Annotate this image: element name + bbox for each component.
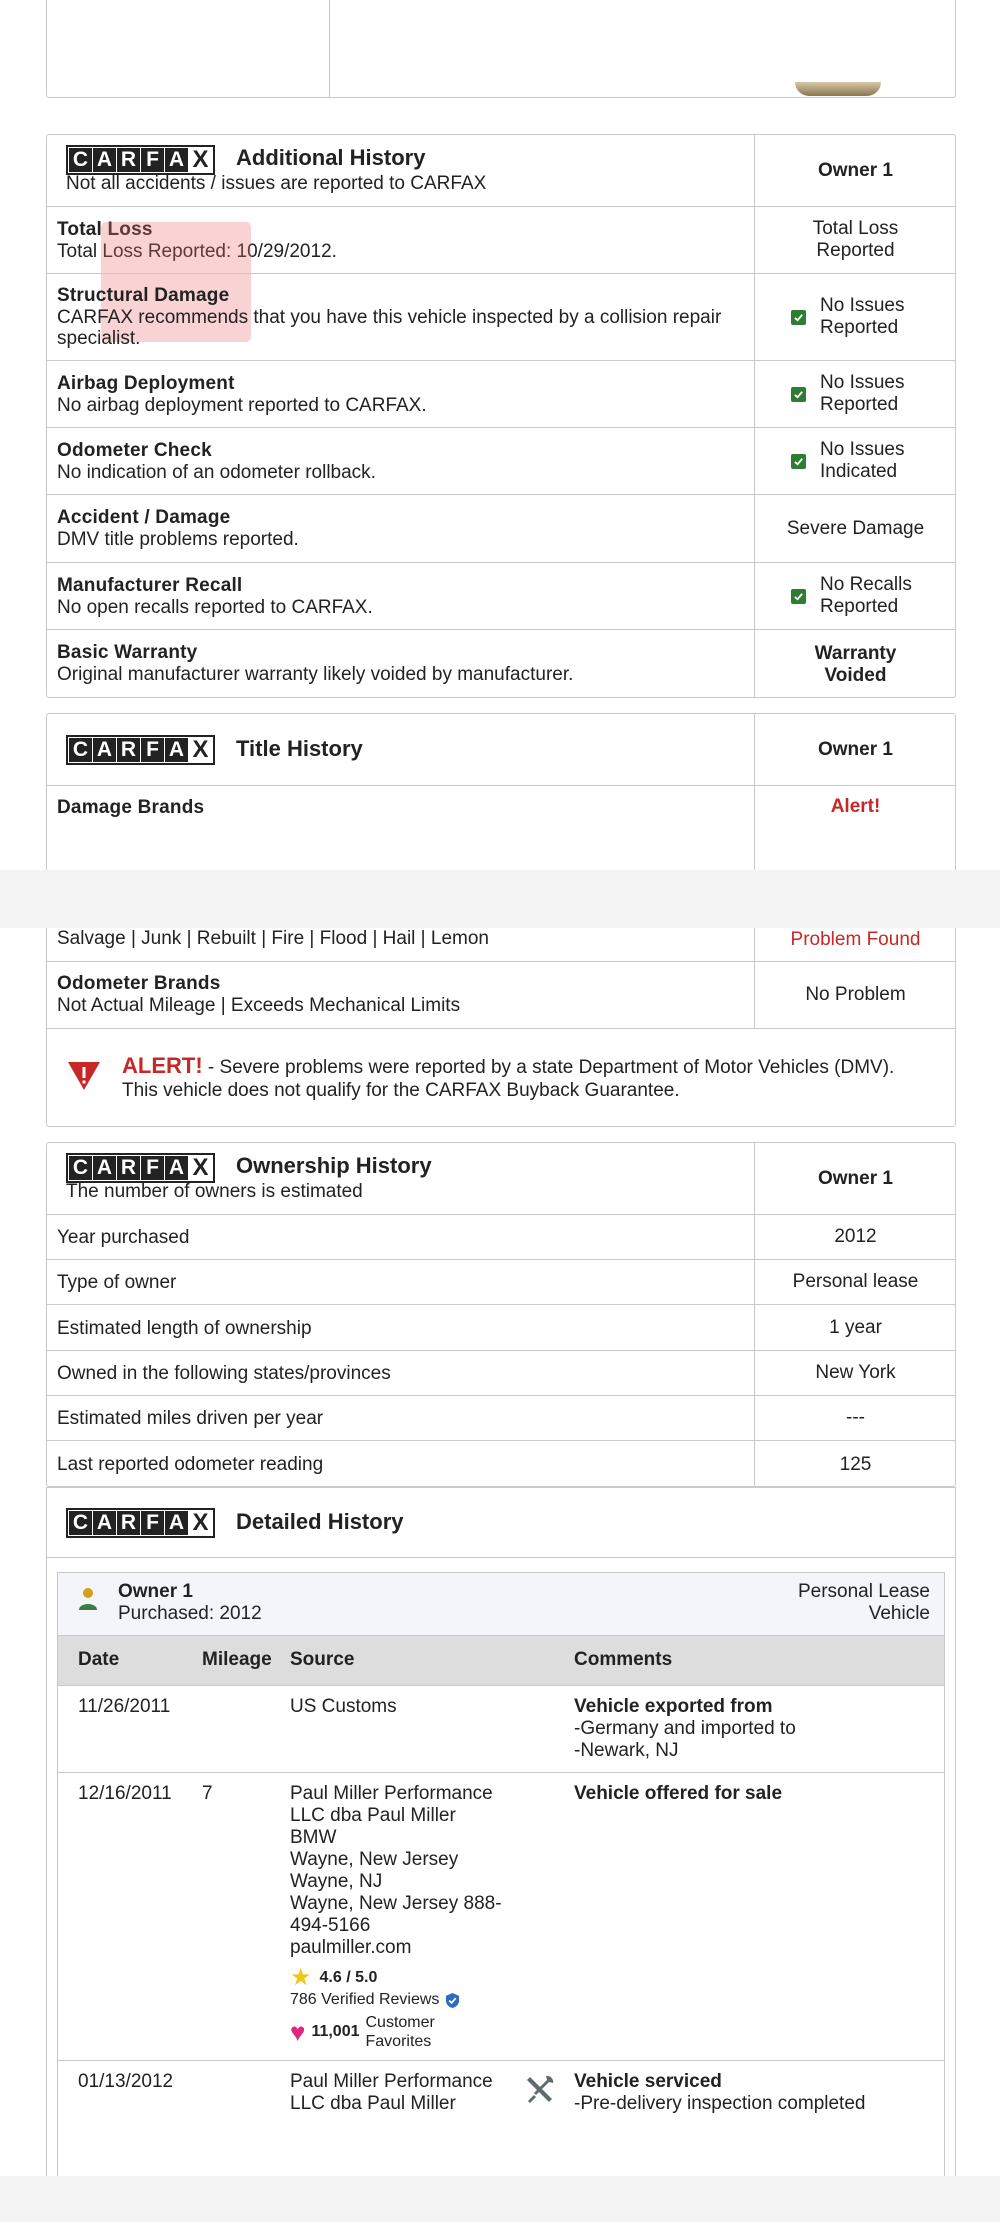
owner-column-header: Owner 1 xyxy=(818,738,893,760)
column-source: Source xyxy=(290,1649,355,1670)
history-row-basic-warranty: Basic Warranty Original manufacturer warranty likely voided by manufacturer. Warranty Voided xyxy=(47,629,955,698)
additional-history-header xyxy=(47,135,955,206)
status-text: Severe Damage xyxy=(786,517,925,539)
history-row-airbag: Airbag Deployment No airbag deployment reported to CARFAX. No Issues Reported xyxy=(47,360,955,427)
owner-column-header: Owner 1 xyxy=(818,1167,893,1189)
heart-icon: ♥ xyxy=(290,2017,306,2047)
record-date: 01/13/2012 xyxy=(78,2071,174,2092)
person-icon xyxy=(78,1587,98,1611)
ownership-row: Owned in the following states/provinces New York xyxy=(47,1350,955,1395)
check-icon xyxy=(791,589,806,604)
odometer-brands-row: Odometer Brands Not Actual Mileage | Exceeds Mechanical Limits No Problem xyxy=(47,961,955,1028)
column-date: Date xyxy=(78,1649,120,1670)
owner-purchased: Purchased: 2012 xyxy=(118,1603,262,1624)
check-icon xyxy=(791,387,806,402)
owner-name: Owner 1 xyxy=(118,1581,193,1602)
status-text: No Recalls Reported xyxy=(820,574,912,617)
vehicle-photo-fragment xyxy=(795,82,881,96)
title-history-card xyxy=(46,713,956,870)
status-text: No Issues Indicated xyxy=(820,439,905,482)
check-icon xyxy=(791,454,806,469)
damage-brands-row-cont xyxy=(47,928,955,961)
record-date: 12/16/2011 xyxy=(78,1783,172,1804)
record-date: 11/26/2011 xyxy=(78,1696,171,1717)
alert-message: ALERT! - Severe problems were reported by a state Department of Motor Vehicles (DMV). This vehicle does not qualify for the CARFAX Buyback Guarantee. xyxy=(122,1053,895,1101)
section-subtitle: The number of owners is estimated xyxy=(66,1181,363,1202)
history-row-manufacturer-recall: Manufacturer Recall No open recalls reported to CARFAX. No Recalls Reported xyxy=(47,562,955,629)
record-mileage: 7 xyxy=(202,1783,213,1804)
alert-status: Alert! xyxy=(830,796,881,817)
service-wrench-icon xyxy=(524,2073,556,2105)
damage-brands-list: Salvage | Junk | Rebuilt | Fire | Flood | Hail | Lemon xyxy=(57,928,489,949)
dealer-reviews[interactable]: 786 Verified Reviews xyxy=(290,1991,460,2009)
record-comments: Vehicle offered for sale xyxy=(574,1783,783,1804)
status-text: No Problem xyxy=(805,984,906,1005)
owner-type: Personal Lease Vehicle xyxy=(797,1581,930,1624)
dealer-website-link[interactable]: paulmiller.com xyxy=(290,1937,412,1958)
star-icon: ★ xyxy=(290,1964,312,1991)
ownership-row: Estimated miles driven per year --- xyxy=(47,1395,955,1440)
additional-history-card xyxy=(46,134,956,698)
alert-icon xyxy=(67,1061,101,1091)
ownership-row: Estimated length of ownership 1 year xyxy=(47,1304,955,1350)
page-separator xyxy=(0,870,1000,928)
history-row-accident-damage: Accident / Damage DMV title problems reported. Severe Damage xyxy=(47,494,955,562)
problem-found-status: Problem Found xyxy=(790,929,921,950)
section-title: Title History xyxy=(236,736,363,761)
records-column-header xyxy=(58,1636,944,1686)
carfax-logo: C A R F A X xyxy=(66,1508,215,1538)
report-page-2 xyxy=(0,928,1000,2176)
section-subtitle: Not all accidents / issues are reported to CARFAX xyxy=(66,173,487,194)
owner-column-header: Owner 1 xyxy=(818,159,893,181)
title-history-header xyxy=(47,714,955,785)
record-source: Paul Miller Performance LLC dba Paul Miller BMW Wayne, New Jersey Wayne, NJ Wayne, New Jersey 888- 494-5166 paulmiller.com xyxy=(290,1783,502,1958)
carfax-logo: C A R F A X xyxy=(66,145,215,175)
dmv-alert-box xyxy=(47,1028,955,1127)
carfax-logo: C A R F A X xyxy=(66,1153,215,1183)
ownership-row: Year purchased 2012 xyxy=(47,1214,955,1259)
status-text: No Issues Reported xyxy=(820,372,905,415)
dealer-favorites: ♥ 11,001 Customer Favorites xyxy=(290,2014,435,2050)
damage-brands-row: Damage Brands Alert! xyxy=(47,785,955,870)
owner-records-table xyxy=(57,1572,945,2176)
status-text: Total Loss Reported xyxy=(812,218,899,261)
owner-summary xyxy=(58,1573,944,1636)
column-mileage: Mileage xyxy=(202,1649,272,1670)
ownership-row: Last reported odometer reading 125 xyxy=(47,1440,955,1487)
ownership-history-card xyxy=(46,1142,956,1487)
history-row-structural-damage: Structural Damage CARFAX recommends that you have this vehicle inspected by a collision repair specialist. No Issues Reported xyxy=(47,273,955,360)
report-page-1 xyxy=(0,0,1000,870)
record-source: Paul Miller Performance LLC dba Paul Miller xyxy=(290,2071,493,2114)
page-separator xyxy=(0,2176,1000,2222)
title-history-continued xyxy=(46,928,956,1127)
column-comments: Comments xyxy=(574,1649,673,1670)
status-text: No Issues Reported xyxy=(820,295,905,338)
section-title: Ownership History xyxy=(236,1153,432,1178)
carfax-logo: C A R F A X xyxy=(66,735,215,765)
ownership-row: Type of owner Personal lease xyxy=(47,1259,955,1304)
record-row xyxy=(58,1686,944,1773)
detailed-history-card xyxy=(46,1487,956,2176)
status-text: Warranty Voided xyxy=(814,642,897,686)
ownership-history-header xyxy=(47,1143,955,1214)
record-comments: Vehicle serviced -Pre-delivery inspection completed xyxy=(574,2071,866,2114)
record-row xyxy=(58,2061,944,2176)
detailed-history-header xyxy=(47,1488,955,1558)
verified-badge-icon xyxy=(445,1992,460,2009)
record-source: US Customs xyxy=(290,1696,397,1717)
section-title: Detailed History xyxy=(236,1509,404,1534)
previous-card-tail xyxy=(46,0,956,98)
record-comments: Vehicle exported from -Germany and imported to -Newark, NJ xyxy=(574,1696,796,1761)
section-title: Additional History xyxy=(236,145,426,170)
history-row-total-loss: Total Loss Total Loss Reported: 10/29/2012. Total Loss Reported xyxy=(47,206,955,273)
check-icon xyxy=(791,310,806,325)
history-row-odometer-check: Odometer Check No indication of an odometer rollback. No Issues Indicated xyxy=(47,427,955,494)
record-row xyxy=(58,1773,944,2061)
dealer-rating: ★ 4.6 / 5.0 xyxy=(290,1964,378,1991)
